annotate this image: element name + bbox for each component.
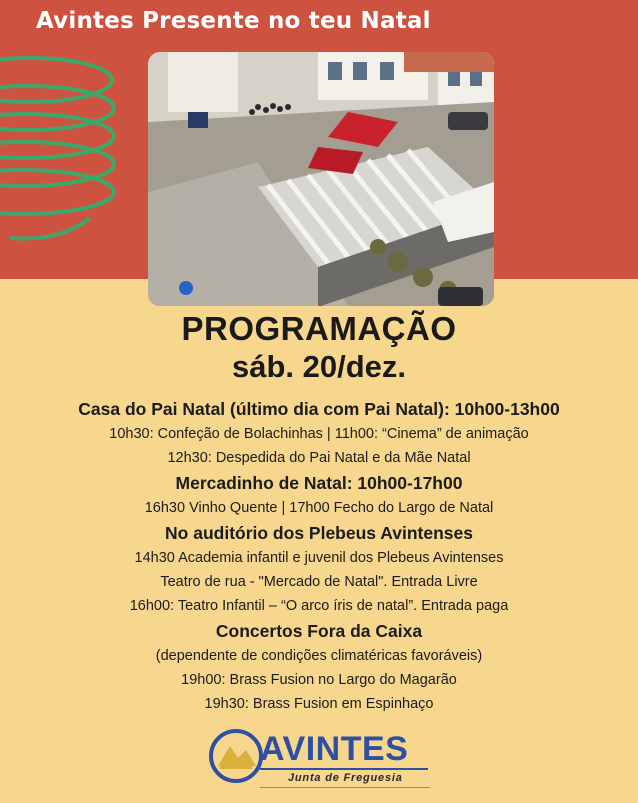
schedule-item: 10h30: Confeção de Bolachinhas | 11h00: “Cinema” de animação bbox=[109, 426, 529, 442]
header-title: Avintes Presente no teu Natal bbox=[36, 8, 431, 34]
green-spiral-decoration bbox=[0, 42, 150, 262]
logo-subtitle: Junta de Freguesia bbox=[288, 772, 403, 784]
schedule-section-mercadinho: Mercadinho de Natal: 10h00-17h00 bbox=[175, 473, 463, 493]
schedule-item: (dependente de condições climatéricas favoráveis) bbox=[155, 648, 483, 664]
junta-emblem-icon bbox=[208, 728, 264, 784]
schedule-item: 19h00: Brass Fusion no Largo do Magarão bbox=[181, 672, 457, 688]
schedule-item: Teatro de rua - "Mercado de Natal". Entrada Livre bbox=[160, 574, 478, 590]
schedule-item: 19h30: Brass Fusion em Espinhaço bbox=[204, 696, 434, 712]
schedule-section-casa-pai-natal: Casa do Pai Natal (último dia com Pai Natal): 10h00-13h00 bbox=[78, 399, 560, 419]
schedule-section-concertos: Concertos Fora da Caixa bbox=[215, 621, 423, 641]
logo-divider bbox=[260, 768, 428, 770]
schedule-item: 14h30 Academia infantil e juvenil dos Plebeus Avintenses bbox=[134, 550, 504, 566]
logo-underline bbox=[260, 787, 430, 788]
schedule-item: 16h00: Teatro Infantil – “O arco íris de natal”. Entrada paga bbox=[129, 598, 509, 614]
logo-name: AVINTES bbox=[260, 730, 409, 768]
schedule-list bbox=[0, 396, 638, 716]
aerial-photo-market-square bbox=[148, 52, 494, 306]
schedule-section-auditorio: No auditório dos Plebeus Avintenses bbox=[165, 523, 473, 543]
schedule-item: 16h30 Vinho Quente | 17h00 Fecho do Largo de Natal bbox=[144, 500, 494, 516]
avintes-logo bbox=[208, 728, 438, 788]
schedule-item: 12h30: Despedida do Pai Natal e da Mãe Natal bbox=[167, 450, 471, 466]
program-date: sáb. 20/dez. bbox=[231, 349, 407, 384]
program-heading: PROGRAMAÇÃO bbox=[181, 310, 457, 347]
